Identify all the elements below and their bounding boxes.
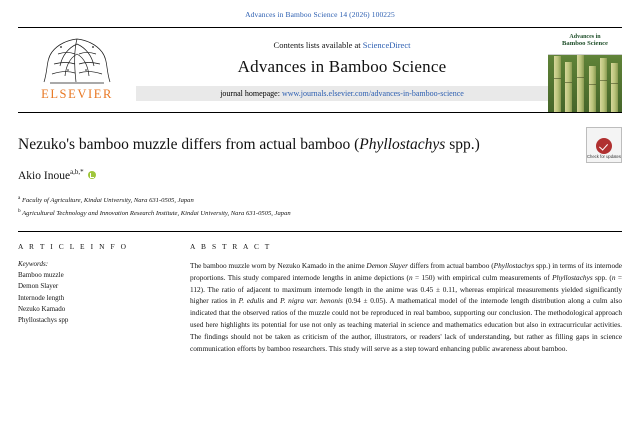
abstract-column	[190, 242, 622, 355]
affiliations	[18, 194, 622, 219]
cover-title-line1: Advances in	[569, 34, 601, 41]
affiliation-text: Faculty of Agriculture, Kindai University, Nara 631-0505, Japan	[21, 197, 194, 205]
journal-title: Advances in Bamboo Science	[237, 56, 447, 76]
affiliation-text: Agricultural Technology and Innovation Research Institute, Kindai University, Nara 631-0505, Japan	[22, 209, 291, 217]
article-body	[18, 242, 622, 355]
publisher-logo	[18, 28, 136, 112]
abstract-s2: differs from actual bamboo (	[407, 261, 494, 271]
author-name: Akio Inoue	[18, 170, 71, 183]
keyword-item: Phyllostachys spp	[18, 316, 69, 325]
title-part-2: spp.)	[445, 136, 480, 153]
abstract-s6: = 112). The ratio of adjacent to maximum internode length in the anime was 0.45 ± 0.11, whereas empirical measurements yielded significantly higher ratios in	[190, 272, 622, 306]
journal-cover-thumbnail	[548, 28, 622, 112]
elsevier-wordmark: ELSEVIER	[41, 87, 113, 101]
crossmark-icon	[596, 138, 612, 154]
affiliation-marker: b	[18, 207, 21, 214]
sciencedirect-link[interactable]: ScienceDirect	[362, 39, 411, 50]
cover-title-line2: Bamboo Science	[562, 39, 608, 47]
section-divider	[18, 231, 622, 232]
abstract-s1i: Demon Slayer	[366, 261, 408, 271]
elsevier-tree-icon	[38, 30, 116, 86]
keyword-item: Nezuko Kamado	[18, 305, 66, 313]
affiliation-marker: a	[18, 195, 21, 202]
crossmark-badge[interactable]	[586, 127, 622, 163]
abstract-text	[190, 260, 622, 355]
abstract-s8: (0.94 ± 0.05). A mathematical model of the internode length distribution along a culm also indicated that the observed ratios of the muzzle could not be reproduced in real bamboo, supporting our conclusion. The methodological approach used here highlights its potential for use not only as teaching material in science and mathematics education but also in extracurricular activities. The findings should not be taken as criticism of the author, illustrators, or readers' lack of understanding, but rather as filling gaps in science communication efforts by bamboo researchers. This study will serve as a step toward enhancing public awareness about bamboo.	[190, 296, 622, 353]
title-area	[18, 135, 622, 160]
abstract-heading: A B S T R A C T	[190, 242, 272, 252]
abstract-s6i: P. edulis	[238, 296, 265, 306]
affiliation-item	[18, 207, 622, 219]
crossmark-label: Check for updates	[587, 154, 621, 160]
journal-homepage-link[interactable]: www.journals.elsevier.com/advances-in-bamboo-science	[281, 88, 464, 98]
keyword-item: Internode length	[18, 293, 65, 302]
contents-line	[274, 40, 411, 50]
journal-masthead	[18, 27, 622, 113]
article-info-heading: A R T I C L E I N F O	[18, 242, 129, 252]
keyword-item: Bamboo muzzle	[18, 271, 64, 280]
author-list	[18, 168, 622, 182]
contents-prefix: Contents lists available at	[273, 39, 361, 50]
abstract-s4i: Phyllostachys	[552, 272, 593, 282]
article-info-column	[18, 242, 168, 355]
abstract-s2i: Phyllostachys	[493, 261, 535, 271]
title-genus: Phyllostachys	[359, 136, 446, 153]
running-head: Advances in Bamboo Science 14 (2026) 100225	[245, 10, 395, 19]
keyword-item: Demon Slayer	[18, 282, 59, 291]
journal-homepage-bar	[136, 86, 548, 101]
keywords-label: Keywords:	[18, 260, 49, 269]
abstract-s4: = 150) with empirical culm measurements of	[412, 272, 553, 282]
title-part-1: Nezuko's bamboo muzzle differs from actual bamboo (	[18, 136, 360, 153]
author-affiliation-marks: a,b,*	[70, 168, 84, 177]
abstract-s3: spp.) in terms of its internode proportions. This study compared internode lengths in anime depictions (	[190, 261, 622, 282]
page-title	[18, 135, 622, 154]
masthead-center	[136, 28, 548, 112]
abstract-s5i: n	[611, 272, 616, 282]
orcid-icon[interactable]	[88, 171, 96, 179]
abstract-s7: and	[264, 296, 281, 306]
homepage-label: journal homepage:	[220, 88, 280, 98]
affiliation-item	[18, 194, 622, 206]
abstract-s7i: P. nigra var. henonis	[280, 296, 343, 306]
abstract-s3i: n	[408, 272, 413, 282]
keywords-list	[18, 270, 168, 327]
cover-title	[548, 28, 622, 55]
abstract-s5: spp. (	[592, 272, 612, 282]
abstract-s1: The bamboo muzzle worn by Nezuko Kamado in the anime	[190, 261, 367, 271]
